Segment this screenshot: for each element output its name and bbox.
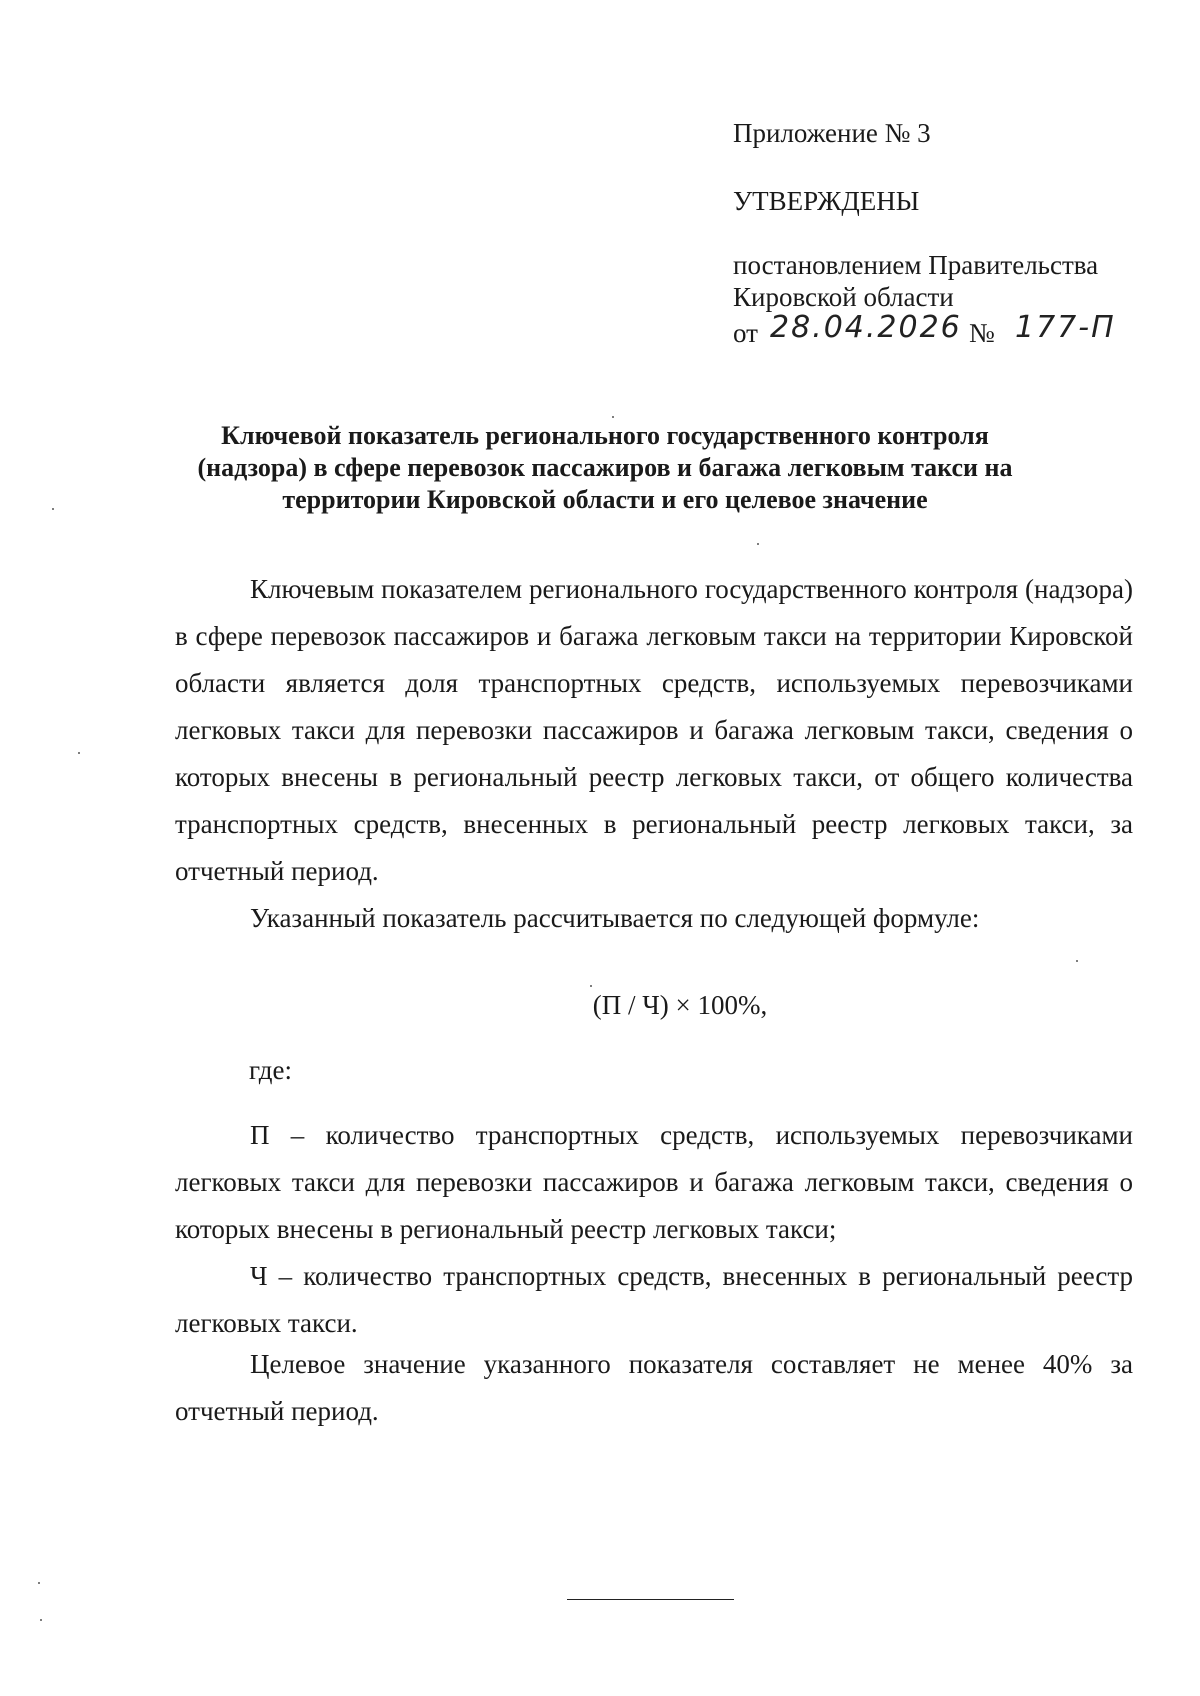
handwritten-date: 28.04.2026 bbox=[770, 310, 962, 345]
target-paragraph: Целевое значение указанного показателя составляет не менее 40% за отчетный период. bbox=[175, 1349, 1133, 1426]
main-text bbox=[175, 566, 1133, 942]
decree-date-line bbox=[733, 310, 1133, 354]
scan-speck bbox=[612, 416, 614, 418]
scan-speck bbox=[40, 1619, 42, 1621]
date-label: от bbox=[733, 318, 758, 348]
scan-speck bbox=[78, 752, 80, 754]
decree-line-2: Кировской области bbox=[733, 282, 954, 312]
target-value-text bbox=[175, 1341, 1133, 1435]
paragraph-formula-intro: Указанный показатель рассчитывается по следующей формуле: bbox=[250, 903, 980, 933]
end-divider bbox=[567, 1599, 734, 1600]
definition-p: П – количество транспортных средств, используемых перевозчиками легковых такси для перевозки пассажиров и багажа легковым такси, сведения о которых внесены в региональный реестр легковых такси; bbox=[175, 1120, 1133, 1244]
paragraph-indicator: Ключевым показателем регионального государственного контроля (надзора) в сфере перевозок пассажиров и багажа легковым такси на территории Кировской области является доля транспортных средств, используемых перевозчиками легковых такси для перевозки пассажиров и багажа легковым такси, сведения о которых внесены в региональный реестр легковых такси, от общего количества транспортных средств, внесенных в региональный реестр легковых такси, за отчетный период. bbox=[175, 574, 1133, 886]
definitions bbox=[175, 1112, 1133, 1347]
scan-speck bbox=[38, 1582, 40, 1584]
formula bbox=[0, 990, 1200, 1021]
scan-speck bbox=[757, 543, 759, 545]
decree-line-1: постановлением Правительства bbox=[733, 250, 1099, 280]
appendix-label: Приложение № 3 bbox=[733, 118, 931, 148]
formula-text: (П / Ч) × 100%, bbox=[592, 990, 768, 1020]
number-label: № bbox=[969, 318, 995, 348]
where-label: где: bbox=[249, 1055, 292, 1085]
definition-ch: Ч – количество транспортных средств, внесенных в региональный реестр легковых такси. bbox=[175, 1261, 1133, 1338]
scan-speck bbox=[590, 985, 592, 987]
scan-speck bbox=[52, 508, 54, 510]
scan-speck bbox=[1076, 960, 1078, 962]
approved-label: УТВЕРЖДЕНЫ bbox=[733, 186, 920, 216]
document-title: Ключевой показатель регионального государственного контроля (надзора) в сфере перевозок пассажиров и багажа легковым такси на территории Кировской области и его целевое значение bbox=[197, 421, 1013, 514]
handwritten-number: 177-П bbox=[1015, 310, 1116, 345]
